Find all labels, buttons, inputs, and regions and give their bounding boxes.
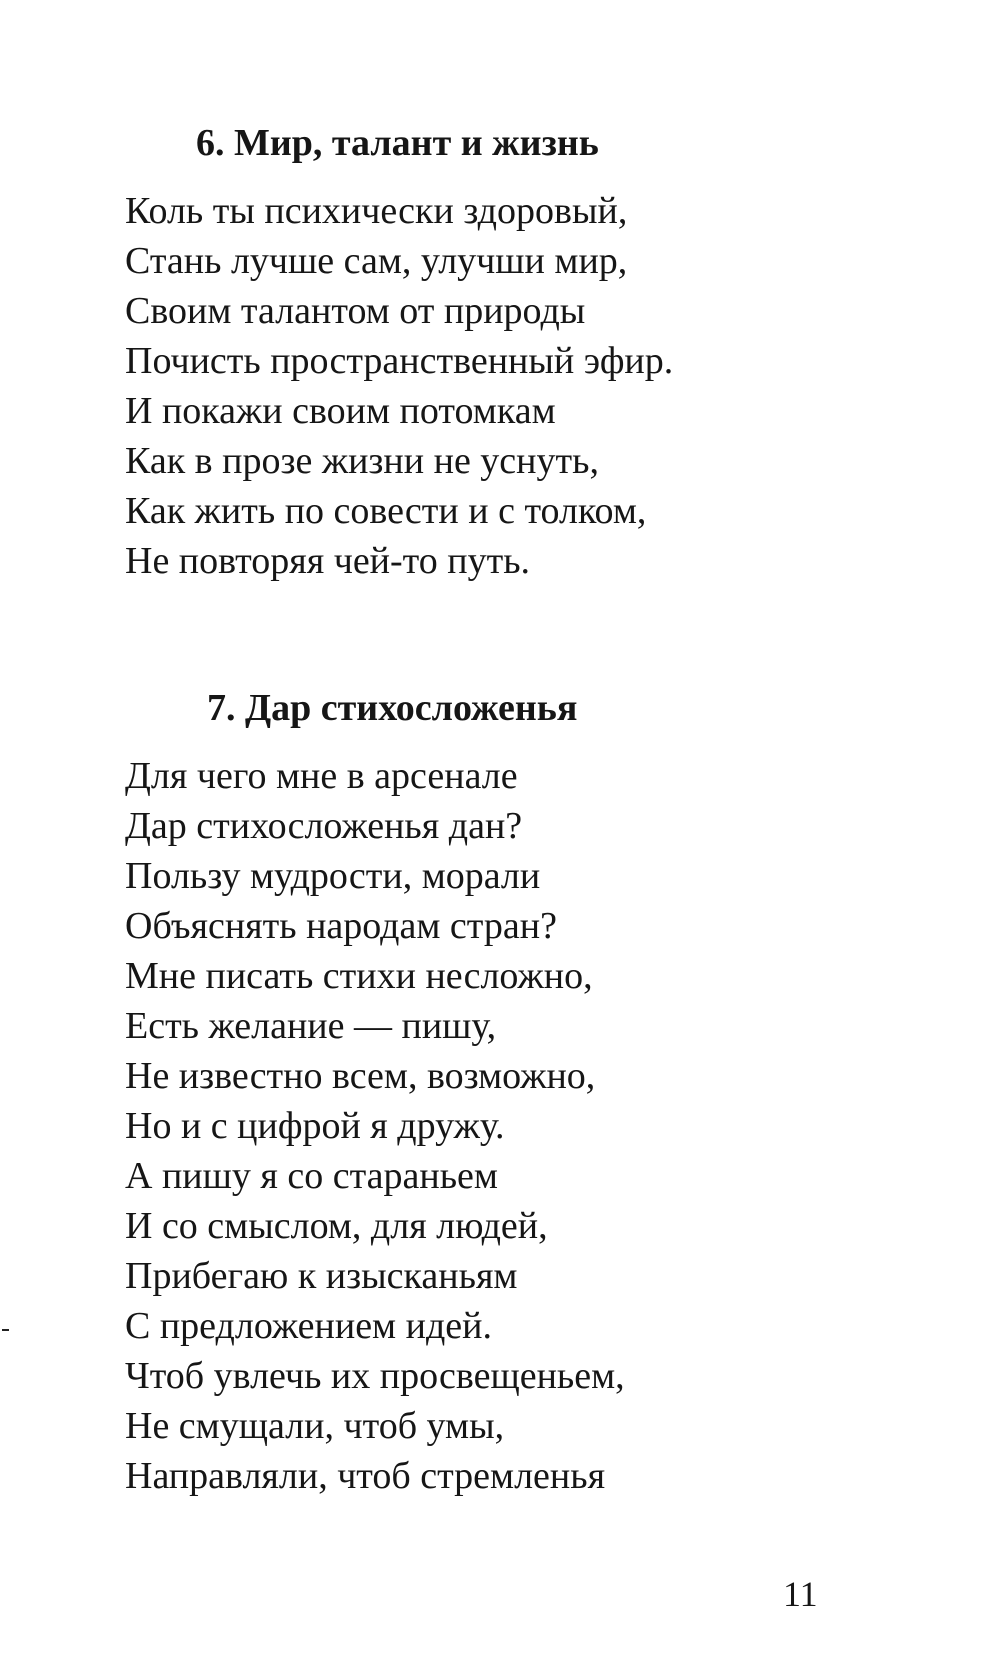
- poem-line: Не смущали, чтоб умы,: [125, 1405, 505, 1447]
- poem-line: Направляли, чтоб стремленья: [125, 1455, 606, 1497]
- poem-line: Почисть пространственный эфир.: [125, 340, 674, 382]
- poem-line: Своим талантом от природы: [125, 290, 586, 332]
- scan-artifact: [2, 1329, 9, 1331]
- poem-title: 6. Мир, талант и жизнь: [196, 122, 599, 164]
- poem-title: 7. Дар стихосложенья: [207, 687, 578, 729]
- poem-line: И покажи своим потомкам: [125, 390, 556, 432]
- poem-line: Но и с цифрой я дружу.: [125, 1105, 505, 1147]
- poem-line: Как в прозе жизни не уснуть,: [125, 440, 599, 482]
- poem-line: Не повторяя чей-то путь.: [125, 540, 531, 582]
- poem-line: С предложением идей.: [125, 1305, 492, 1347]
- poem-line: Прибегаю к изысканьям: [125, 1255, 518, 1297]
- poem-line: Стань лучше сам, улучши мир,: [125, 240, 628, 282]
- page-number: 11: [783, 1574, 818, 1614]
- poem-line: Чтоб увлечь их просвещеньем,: [125, 1355, 625, 1397]
- poem-line: Есть желание — пишу,: [125, 1005, 497, 1047]
- poem-line: Дар стихосложенья дан?: [125, 805, 523, 847]
- poem-line: Для чего мне в арсенале: [125, 755, 518, 797]
- poem-line: А пишу я со стараньем: [125, 1155, 498, 1197]
- poem-line: Коль ты психически здоровый,: [125, 190, 628, 232]
- poem-text: [125, 751, 625, 1501]
- poem-text: [125, 186, 673, 586]
- poem-line: Не известно всем, возможно,: [125, 1055, 596, 1097]
- poem-line: Пользу мудрости, морали: [125, 855, 541, 897]
- poem-line: Объяснять народам стран?: [125, 905, 557, 947]
- poem-line: Мне писать стихи несложно,: [125, 955, 593, 997]
- poem-line: И со смыслом, для людей,: [125, 1205, 548, 1247]
- poem-line: Как жить по совести и с толком,: [125, 490, 647, 532]
